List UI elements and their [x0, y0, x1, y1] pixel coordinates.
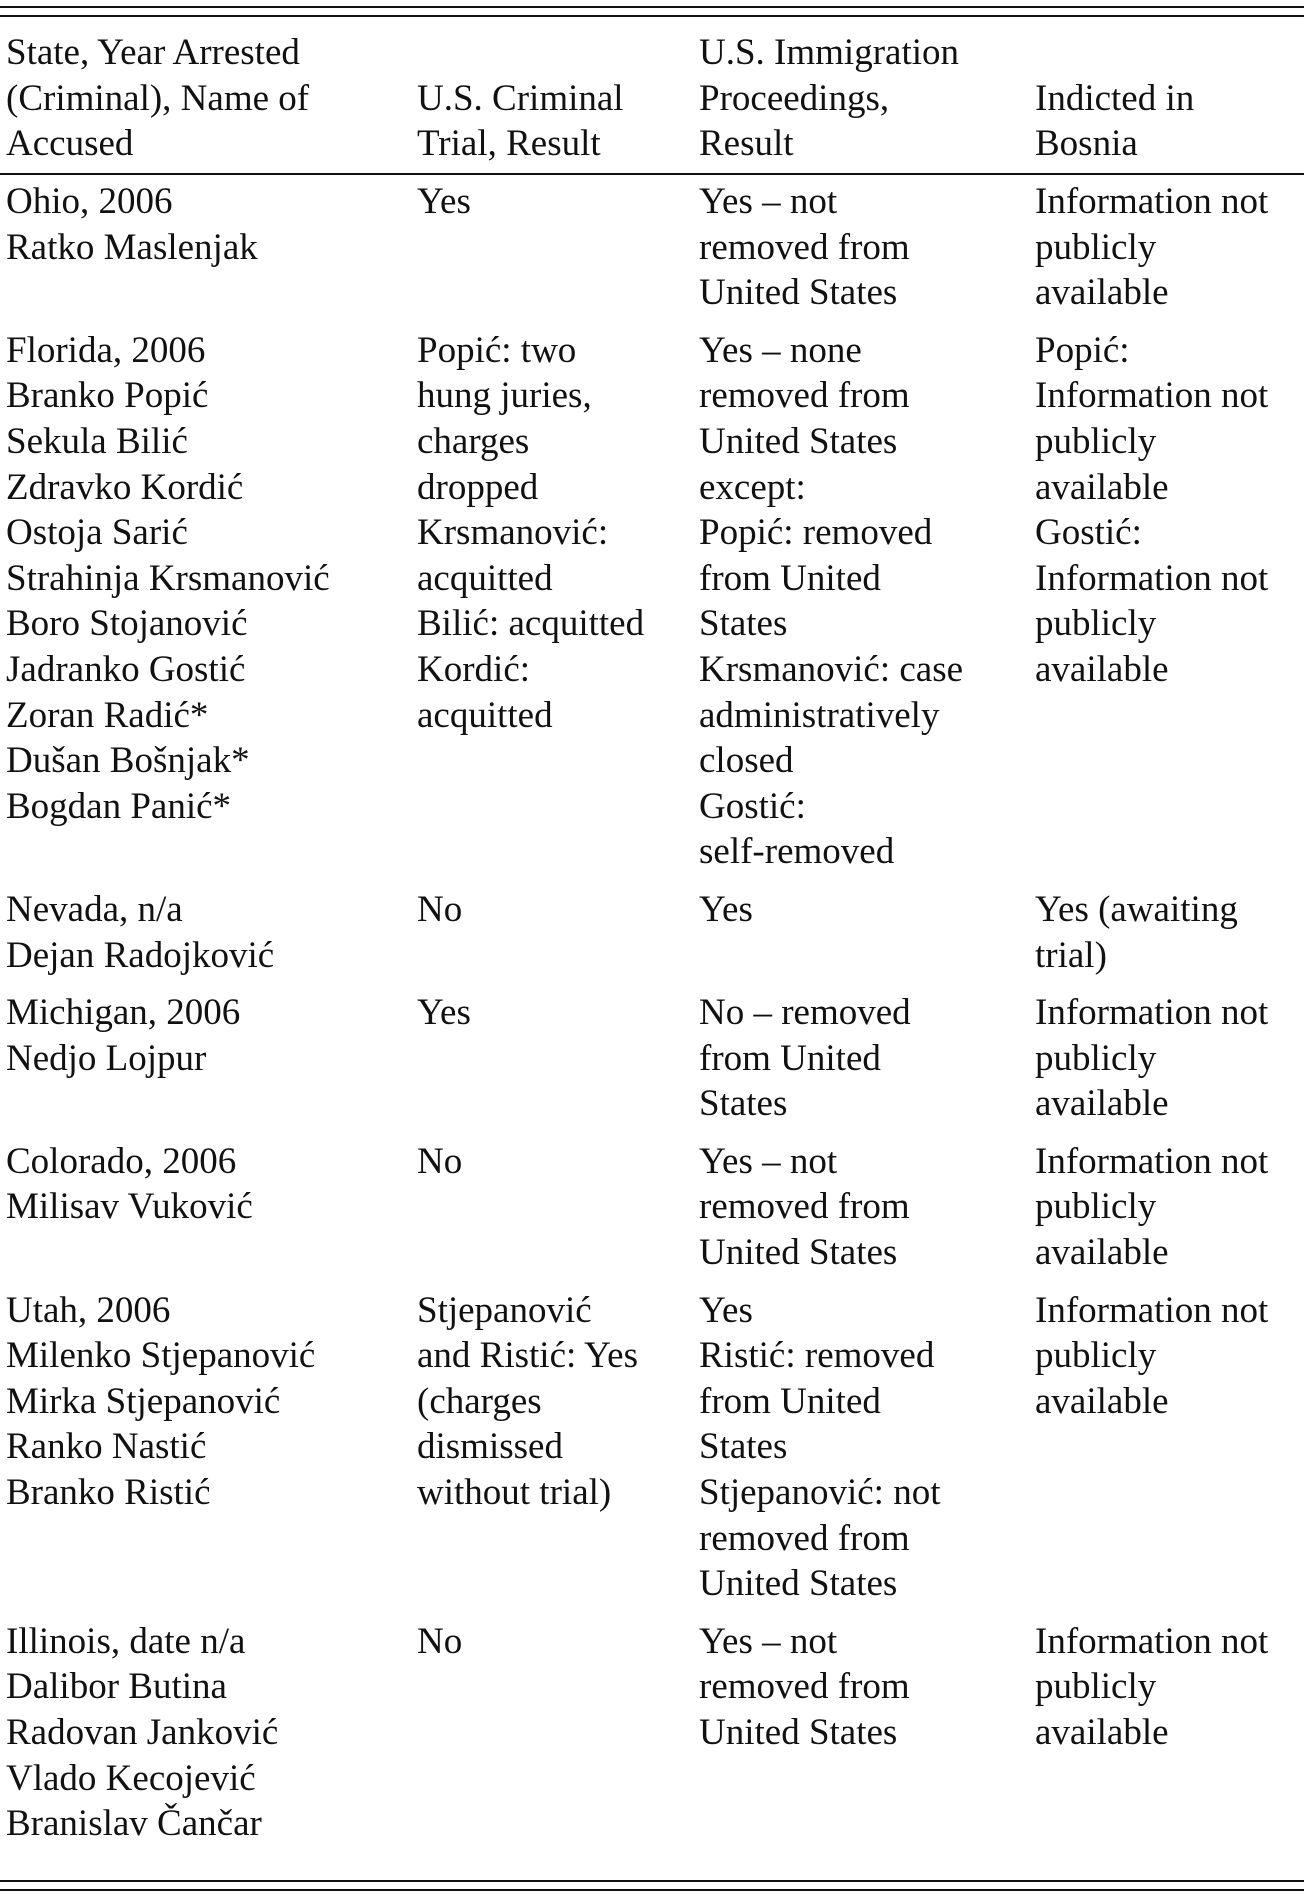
cell-line: Yes: [417, 181, 471, 222]
header-line: Result: [699, 123, 794, 165]
cell-line: States: [699, 603, 788, 645]
top-double-rule-lower: [0, 15, 1304, 17]
cell-line: Popić: removed: [699, 512, 933, 554]
cell-line: Gostić:: [1035, 512, 1142, 554]
cell-line: publicly: [1035, 1335, 1157, 1377]
cell-line: Zdravko Kordić: [6, 466, 244, 508]
header-line: (Criminal), Name of: [6, 77, 310, 119]
cell-line: Branko Ristić: [6, 1472, 211, 1514]
cell-line: United States: [699, 420, 898, 462]
cell-state-year-accused: [0, 990, 411, 1139]
cell-line: Colorado, 2006: [6, 1140, 237, 1182]
cell-line: from United: [699, 1380, 881, 1422]
cell-immigration-result: [693, 1139, 1029, 1288]
cell-criminal-trial-result: [411, 1619, 693, 1859]
cell-line: Krsmanović: case: [699, 648, 964, 690]
cell-line: Milisav Vuković: [6, 1186, 253, 1228]
cell-line: Yes: [699, 888, 753, 930]
cell-line: Ratko Maslenjak: [6, 226, 258, 268]
cell-state-year-accused: [0, 328, 411, 887]
cell-line: Branislav Čančar: [6, 1803, 262, 1845]
cell-line: Information not: [1035, 181, 1269, 222]
cell-line: Illinois, date n/a: [6, 1620, 246, 1662]
cell-line: available: [1035, 648, 1169, 690]
cell-criminal-trial-result: [411, 328, 693, 887]
cell-line: Ranko Nastić: [6, 1426, 207, 1468]
cell-line: Nedjo Lojpur: [6, 1037, 207, 1079]
cell-line: Kordić:: [417, 648, 531, 690]
cell-line: Ohio, 2006: [6, 181, 173, 222]
cell-line: available: [1035, 272, 1169, 314]
header-line: Accused: [6, 123, 134, 165]
cell-line: administratively: [699, 694, 940, 736]
table-row: [0, 1619, 1304, 1859]
cell-line: Information not: [1035, 992, 1269, 1034]
cell-line: self-removed: [699, 831, 895, 873]
cell-immigration-result: [693, 328, 1029, 887]
cell-line: United States: [699, 1563, 898, 1605]
cell-line: United States: [699, 272, 898, 314]
column-header-immigration-proceedings: [693, 26, 1029, 167]
header-line: U.S. Immigration: [699, 32, 960, 74]
cell-line: Mirka Stjepanović: [6, 1380, 281, 1422]
cell-line: Ostoja Sarić: [6, 512, 188, 554]
cell-line: publicly: [1035, 1186, 1157, 1228]
cell-criminal-trial-result: [411, 887, 693, 990]
cell-line: States: [699, 1083, 788, 1125]
cell-line: Stjepanović: not: [699, 1472, 941, 1514]
cell-immigration-result: [693, 1619, 1029, 1859]
cell-line: Yes – not: [699, 181, 838, 222]
cell-line: publicly: [1035, 420, 1157, 462]
cell-line: removed from: [699, 226, 910, 268]
cell-line: States: [699, 1426, 788, 1468]
cell-criminal-trial-result: [411, 1288, 693, 1619]
cell-indicted-in-bosnia: [1029, 887, 1304, 990]
cell-criminal-trial-result: [411, 167, 693, 328]
cell-line: Zoran Radić*: [6, 694, 209, 736]
cell-line: and Ristić: Yes: [417, 1335, 639, 1377]
table-row: [0, 328, 1304, 887]
cell-line: Vlado Kecojević: [6, 1757, 256, 1799]
cell-line: Yes: [417, 992, 471, 1034]
cell-immigration-result: [693, 887, 1029, 990]
cell-line: trial): [1035, 934, 1107, 976]
cell-line: available: [1035, 1712, 1169, 1753]
cell-state-year-accused: [0, 1139, 411, 1288]
cell-line: Yes: [699, 1289, 753, 1331]
header-line: U.S. Criminal: [417, 77, 624, 119]
cell-line: from United: [699, 557, 881, 599]
cell-immigration-result: [693, 167, 1029, 328]
cell-line: United States: [699, 1232, 898, 1274]
table-row: [0, 1288, 1304, 1619]
cell-line: removed from: [699, 375, 910, 417]
column-header-criminal-trial: [411, 26, 693, 167]
cell-line: Strahinja Krsmanović: [6, 557, 330, 599]
cell-line: No: [417, 1140, 463, 1182]
cell-line: except:: [699, 466, 806, 508]
cell-line: Utah, 2006: [6, 1289, 171, 1331]
cell-line: Information not: [1035, 1289, 1269, 1331]
cell-line: Yes – not: [699, 1620, 838, 1662]
column-header-state-year-accused: [0, 26, 411, 167]
cell-state-year-accused: [0, 887, 411, 990]
cell-line: Bilić: acquitted: [417, 603, 645, 645]
cell-line: (charges: [417, 1380, 542, 1422]
cell-line: Yes – not: [699, 1140, 838, 1182]
cell-line: Gostić:: [699, 785, 806, 827]
cell-line: United States: [699, 1712, 898, 1753]
header-line: Bosnia: [1035, 123, 1138, 165]
header-line: State, Year Arrested: [6, 32, 300, 74]
cell-line: Information not: [1035, 557, 1269, 599]
cell-indicted-in-bosnia: [1029, 1619, 1304, 1859]
cell-line: Yes (awaiting: [1035, 888, 1238, 930]
cell-indicted-in-bosnia: [1029, 167, 1304, 328]
cell-line: removed from: [699, 1517, 910, 1559]
cell-line: Information not: [1035, 375, 1269, 417]
cell-line: Michigan, 2006: [6, 992, 241, 1034]
cell-indicted-in-bosnia: [1029, 328, 1304, 887]
cell-line: Popić:: [1035, 329, 1130, 371]
cell-line: Jadranko Gostić: [6, 648, 246, 690]
cell-line: charges: [417, 420, 530, 462]
cell-line: Popić: two: [417, 329, 577, 371]
cell-line: Radovan Janković: [6, 1712, 279, 1753]
table-header: [0, 26, 1304, 167]
cell-line: available: [1035, 1380, 1169, 1422]
cell-line: Ristić: removed: [699, 1335, 935, 1377]
cell-state-year-accused: [0, 167, 411, 328]
cell-line: Information not: [1035, 1140, 1269, 1182]
cell-line: acquitted: [417, 694, 553, 736]
cell-line: Dejan Radojković: [6, 934, 275, 976]
cell-immigration-result: [693, 1288, 1029, 1619]
cell-line: Boro Stojanović: [6, 603, 248, 645]
top-double-rule-upper: [0, 6, 1304, 8]
cell-line: dropped: [417, 466, 539, 508]
cell-line: Dušan Bošnjak*: [6, 740, 250, 782]
cell-line: Stjepanović: [417, 1289, 592, 1331]
header-line: Indicted in: [1035, 77, 1195, 119]
cell-line: available: [1035, 1083, 1169, 1125]
cell-line: Sekula Bilić: [6, 420, 188, 462]
cell-line: dismissed: [417, 1426, 563, 1468]
cell-line: publicly: [1035, 1037, 1157, 1079]
cell-indicted-in-bosnia: [1029, 990, 1304, 1139]
bottom-double-rule-lower: [0, 1889, 1304, 1891]
cases-table: [0, 26, 1304, 1859]
cell-line: Nevada, n/a: [6, 888, 183, 930]
cell-line: removed from: [699, 1186, 910, 1228]
header-line: Trial, Result: [417, 123, 601, 165]
table-row: [0, 1139, 1304, 1288]
header-line: Proceedings,: [699, 77, 890, 119]
cell-line: acquitted: [417, 557, 553, 599]
cell-indicted-in-bosnia: [1029, 1288, 1304, 1619]
cell-line: No: [417, 888, 463, 930]
cell-state-year-accused: [0, 1288, 411, 1619]
table-body: [0, 167, 1304, 1859]
cell-line: Dalibor Butina: [6, 1666, 227, 1708]
cell-line: available: [1035, 1232, 1169, 1274]
cell-line: without trial): [417, 1472, 612, 1514]
cell-line: Bogdan Panić*: [6, 785, 232, 827]
cell-indicted-in-bosnia: [1029, 1139, 1304, 1288]
table-row: [0, 990, 1304, 1139]
cell-line: publicly: [1035, 1666, 1157, 1708]
header-row: [0, 26, 1304, 167]
cell-line: publicly: [1035, 603, 1157, 645]
cell-criminal-trial-result: [411, 990, 693, 1139]
table-row: [0, 167, 1304, 328]
cell-line: Branko Popić: [6, 375, 209, 417]
column-header-indicted-in-bosnia: [1029, 26, 1304, 167]
cell-line: Florida, 2006: [6, 329, 206, 371]
cell-line: hung juries,: [417, 375, 592, 417]
cell-line: Yes – none: [699, 329, 862, 371]
cell-line: publicly: [1035, 226, 1157, 268]
table-row: [0, 887, 1304, 990]
cell-line: Milenko Stjepanović: [6, 1335, 316, 1377]
cell-line: No – removed: [699, 992, 911, 1034]
cell-line: available: [1035, 466, 1169, 508]
cell-line: closed: [699, 740, 794, 782]
cell-line: removed from: [699, 1666, 910, 1708]
bottom-double-rule-upper: [0, 1880, 1304, 1882]
cell-immigration-result: [693, 990, 1029, 1139]
cell-criminal-trial-result: [411, 1139, 693, 1288]
cell-line: from United: [699, 1037, 881, 1079]
cell-line: No: [417, 1620, 463, 1662]
cell-state-year-accused: [0, 1619, 411, 1859]
cell-line: Krsmanović:: [417, 512, 609, 554]
cell-line: Information not: [1035, 1620, 1269, 1662]
